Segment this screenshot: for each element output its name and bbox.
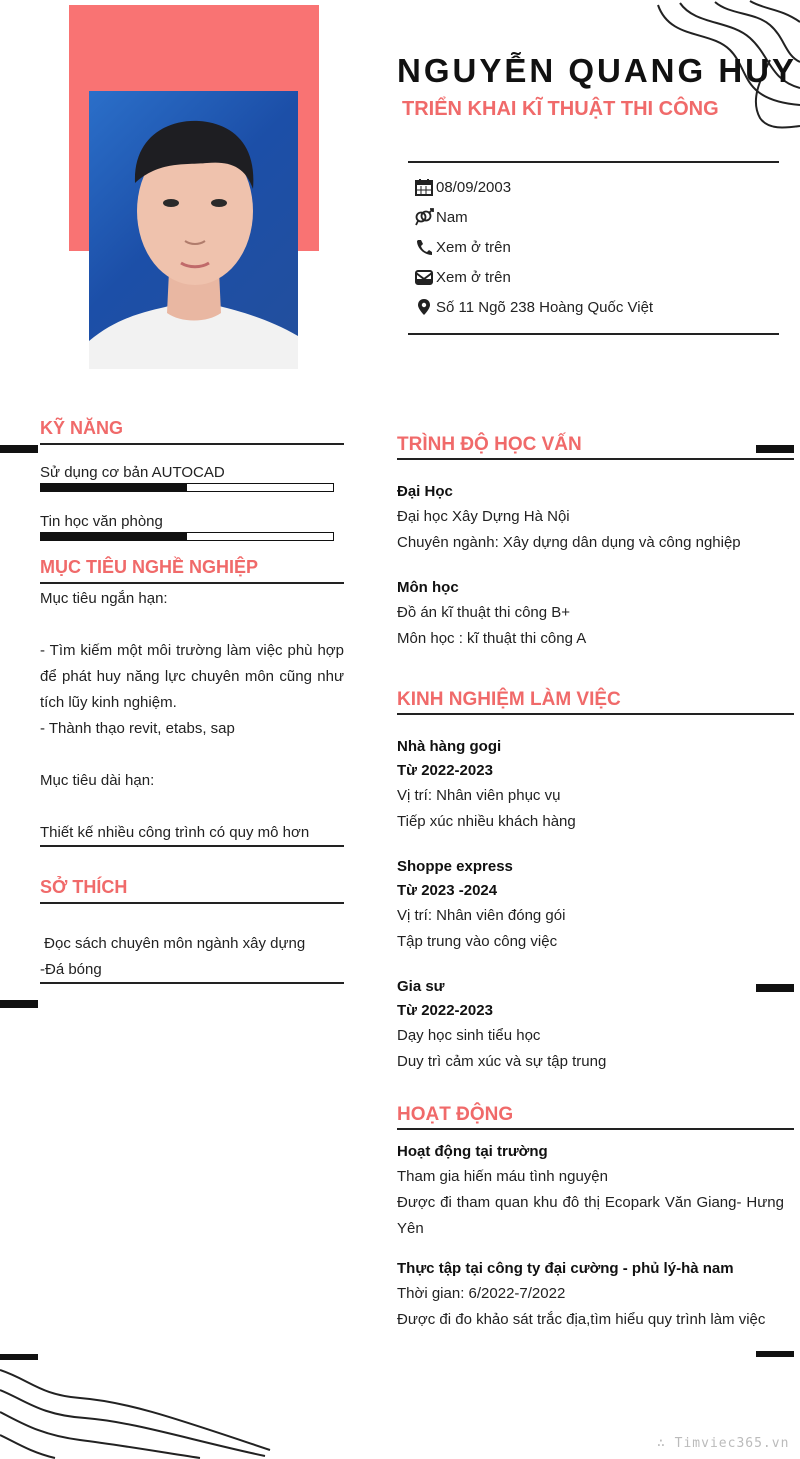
experience-line: Duy trì cảm xúc và sự tập trung: [397, 1053, 607, 1070]
experience-company: Shoppe express: [397, 858, 513, 875]
experience-line: Vị trí: Nhân viên đóng gói: [397, 907, 566, 924]
envelope-icon: [414, 268, 434, 286]
decor-dash: [0, 445, 38, 453]
gender-value: Nam: [436, 208, 468, 226]
gender-icon: [414, 208, 434, 226]
objective-long-label: Mục tiêu dài hạn:: [40, 772, 155, 789]
portrait-illustration: [89, 91, 298, 369]
email-row: [414, 266, 511, 288]
hobbies-bottom-divider: [40, 982, 344, 984]
education-divider: [397, 458, 794, 460]
decor-dash: [756, 1351, 794, 1357]
phone-icon: [414, 238, 434, 256]
hobby-item: -Đá bóng: [40, 961, 102, 978]
education-entry-line: Chuyên ngành: Xây dựng dân dụng và công nghiệp: [397, 534, 741, 551]
activity-title: Hoạt động tại trường: [397, 1143, 548, 1160]
email-value: Xem ở trên: [436, 268, 511, 286]
objective-short-text: - Tìm kiếm một môi trường làm việc phù hợp để phát huy năng lực chuyên môn cũng như tích lũy kinh nghiệm.: [40, 642, 344, 711]
activity-line: Tham gia hiến máu tình nguyện: [397, 1168, 608, 1185]
skills-heading: KỸ NĂNG: [40, 418, 124, 438]
activity-title: Thực tập tại công ty đại cường - phủ lý-hà nam: [397, 1260, 734, 1277]
activity-line: Được đi tham quan khu đô thị Ecopark Văn Giang- Hưng Yên: [397, 1194, 784, 1237]
skill-level-fill: [41, 484, 187, 491]
hobbies-divider: [40, 902, 344, 904]
address-value: Số 11 Ngõ 238 Hoàng Quốc Việt: [436, 298, 654, 316]
skill-level-fill: [41, 533, 187, 540]
contact-top-divider: [408, 161, 779, 163]
experience-line: Dạy học sinh tiểu học: [397, 1027, 541, 1044]
education-heading: TRÌNH ĐỘ HỌC VẤN: [397, 434, 582, 455]
activity-line: Thời gian: 6/2022-7/2022: [397, 1285, 566, 1302]
objective-divider: [40, 582, 344, 584]
map-pin-icon: [414, 298, 434, 316]
skill-level-bar: [40, 483, 334, 492]
skills-divider: [40, 443, 344, 445]
decor-dash: [0, 1354, 38, 1360]
objective-long-text: Thiết kế nhiều công trình có quy mô hơn: [40, 824, 310, 841]
hobby-item: Đọc sách chuyên môn ngành xây dựng: [40, 935, 306, 952]
decorative-waves-bottom: [0, 1360, 280, 1459]
experience-divider: [397, 713, 794, 715]
decor-dash: [756, 445, 794, 453]
experience-heading: KINH NGHIỆM LÀM VIỆC: [397, 689, 621, 710]
gender-row: [414, 206, 468, 228]
experience-period: Từ 2022-2023: [397, 1002, 493, 1019]
phone-value: Xem ở trên: [436, 238, 511, 256]
birthday-row: [414, 176, 511, 198]
objective-heading: MỤC TIÊU NGHỀ NGHIỆP: [40, 557, 259, 577]
hobbies-heading: SỞ THÍCH: [40, 877, 128, 897]
activity-line: Được đi đo khảo sát trắc địa,tìm hiểu quy trình làm việc: [397, 1311, 766, 1328]
candidate-name: NGUYỄN QUANG HUY: [397, 52, 798, 89]
experience-line: Tập trung vào công việc: [397, 933, 558, 950]
job-title: TRIỂN KHAI KĨ THUẬT THI CÔNG: [402, 98, 719, 120]
skill-level-bar: [40, 532, 334, 541]
experience-company: Gia sư: [397, 978, 445, 995]
experience-company: Nhà hàng gogi: [397, 738, 502, 755]
education-entry-line: Đồ án kĩ thuật thi công B+: [397, 604, 571, 621]
profile-photo: [89, 91, 298, 369]
calendar-icon: [414, 178, 434, 196]
birthday-value: 08/09/2003: [436, 178, 512, 196]
skill-name: Sử dụng cơ bản AUTOCAD: [40, 464, 225, 481]
experience-period: Từ 2022-2023: [397, 762, 493, 779]
education-entry-line: Môn học : kĩ thuật thi công A: [397, 630, 587, 647]
experience-period: Từ 2023 -2024: [397, 882, 498, 899]
objective-short-label: Mục tiêu ngắn hạn:: [40, 590, 168, 607]
phone-row: [414, 236, 511, 258]
site-watermark: ∴ Timviec365.vn: [657, 1436, 790, 1451]
skill-name: Tin học văn phòng: [40, 513, 163, 530]
decor-dash: [0, 1000, 38, 1008]
experience-line: Tiếp xúc nhiều khách hàng: [397, 813, 576, 830]
contact-bottom-divider: [408, 333, 779, 335]
objective-short-text: - Thành thạo revit, etabs, sap: [40, 720, 235, 737]
education-entry-title: Môn học: [397, 579, 459, 596]
experience-line: Vị trí: Nhân viên phục vụ: [397, 787, 561, 804]
objective-bottom-divider: [40, 845, 344, 847]
activities-heading: HOẠT ĐỘNG: [397, 1104, 514, 1125]
decor-dash: [756, 984, 794, 992]
education-entry-line: Đại học Xây Dựng Hà Nội: [397, 508, 570, 525]
address-row: [414, 296, 653, 318]
activities-divider: [397, 1128, 794, 1130]
education-entry-title: Đại Học: [397, 483, 453, 500]
